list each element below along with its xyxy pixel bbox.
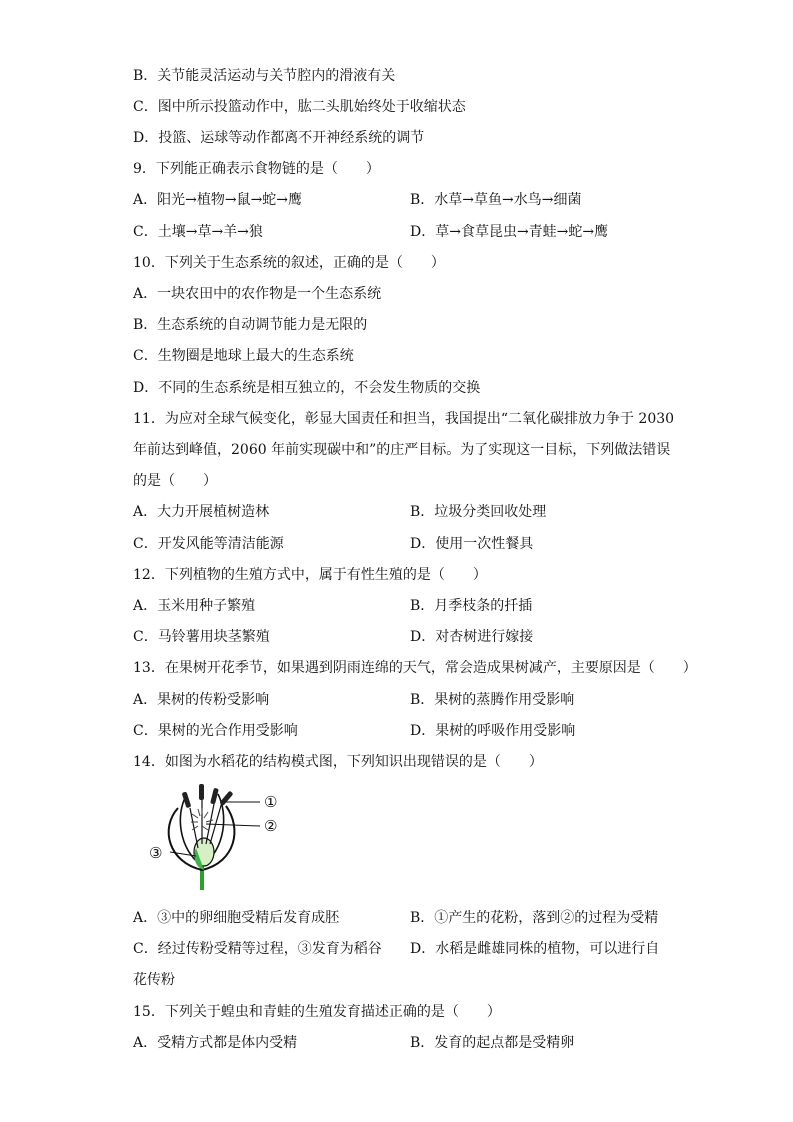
- q15-stem: 15．下列关于蝗虫和青蛙的生殖发育描述正确的是（ ）: [133, 1004, 501, 1020]
- label-3: ③: [149, 844, 163, 862]
- q9-option-a: A．阳光→植物→鼠→蛇→鹰: [133, 192, 303, 208]
- q14-option-a: A．③中的卵细胞受精后发育成胚: [133, 910, 340, 926]
- q10-option-a: A．一块农田中的农作物是一个生态系统: [133, 286, 382, 302]
- q8-option-b: B．关节能灵活运动与关节腔内的滑液有关: [133, 68, 396, 84]
- q14-stem: 14．如图为水稻花的结构模式图，下列知识出现错误的是（ ）: [133, 754, 543, 770]
- q11-option-d: D．使用一次性餐具: [410, 536, 534, 552]
- q11-stem-line1: 11．为应对全球气候变化，彰显大国责任和担当，我国提出“二氧化碳排放力争于 2030: [133, 411, 675, 427]
- q8-option-c: C．图中所示投篮动作中，肱二头肌始终处于收缩状态: [133, 99, 466, 115]
- q9-option-b: B．水草→草鱼→水鸟→细菌: [410, 192, 582, 208]
- label-2: ②: [264, 817, 278, 835]
- anther-shape: [219, 791, 233, 806]
- q10-option-d: D．不同的生态系统是相互独立的，不会发生物质的交换: [133, 380, 481, 396]
- q11-option-a: A．大力开展植树造林: [133, 504, 270, 520]
- rice-flower-diagram: [140, 778, 290, 896]
- q15-option-a: A．受精方式都是体内受精: [133, 1035, 298, 1051]
- q12-option-d: D．对杏树进行嫁接: [410, 629, 534, 645]
- q12-option-c: C．马铃薯用块茎繁殖: [133, 629, 270, 645]
- q12-option-b: B．月季枝条的扦插: [410, 598, 533, 614]
- q9-option-c: C．土壤→草→羊→狼: [133, 224, 263, 240]
- label-1: ①: [264, 793, 278, 811]
- anther-shape: [210, 788, 219, 805]
- q13-stem: 13．在果树开花季节，如果遇到阴雨连绵的天气，常会造成果树减产，主要原因是（ ）: [133, 660, 697, 676]
- q14-option-d-line2: 花传粉: [133, 972, 175, 988]
- q13-option-a: A．果树的传粉受影响: [133, 692, 270, 708]
- q13-option-d: D．果树的呼吸作用受影响: [410, 723, 576, 739]
- q11-stem-line3: 的是（ ）: [133, 473, 217, 489]
- q11-option-b: B．垃圾分类回收处理: [410, 504, 547, 520]
- q10-stem: 10．下列关于生态系统的叙述，正确的是（ ）: [133, 255, 445, 271]
- q10-option-b: B．生态系统的自动调节能力是无限的: [133, 317, 368, 333]
- q14-option-d-line1: D．水稻是雌雄同株的植物，可以进行自: [410, 941, 660, 957]
- q14-option-c: C．经过传粉受精等过程，③发育为稻谷: [133, 941, 382, 957]
- anther-shape: [182, 791, 192, 808]
- q10-option-c: C．生物圈是地球上最大的生态系统: [133, 348, 354, 364]
- q15-option-b: B．发育的起点都是受精卵: [410, 1035, 575, 1051]
- q9-stem: 9．下列能正确表示食物链的是（ ）: [133, 161, 380, 177]
- q12-stem: 12．下列植物的生殖方式中，属于有性生殖的是（ ）: [133, 567, 487, 583]
- q14-option-b: B．①产生的花粉，落到②的过程为受精: [410, 910, 659, 926]
- anther-shape: [199, 784, 204, 800]
- q8-option-d: D．投篮、运球等动作都离不开神经系统的调节: [133, 130, 425, 146]
- q9-option-d: D．草→食草昆虫→青蛙→蛇→鹰: [410, 224, 609, 240]
- q12-option-a: A．玉米用种子繁殖: [133, 598, 256, 614]
- q13-option-c: C．果树的光合作用受影响: [133, 723, 298, 739]
- q11-stem-line2: 年前达到峰值，2060 年前实现碳中和”的庄严目标。为了实现这一目标，下列做法错误: [133, 442, 671, 458]
- q13-option-b: B．果树的蒸腾作用受影响: [410, 692, 575, 708]
- q11-option-c: C．开发风能等清洁能源: [133, 536, 284, 552]
